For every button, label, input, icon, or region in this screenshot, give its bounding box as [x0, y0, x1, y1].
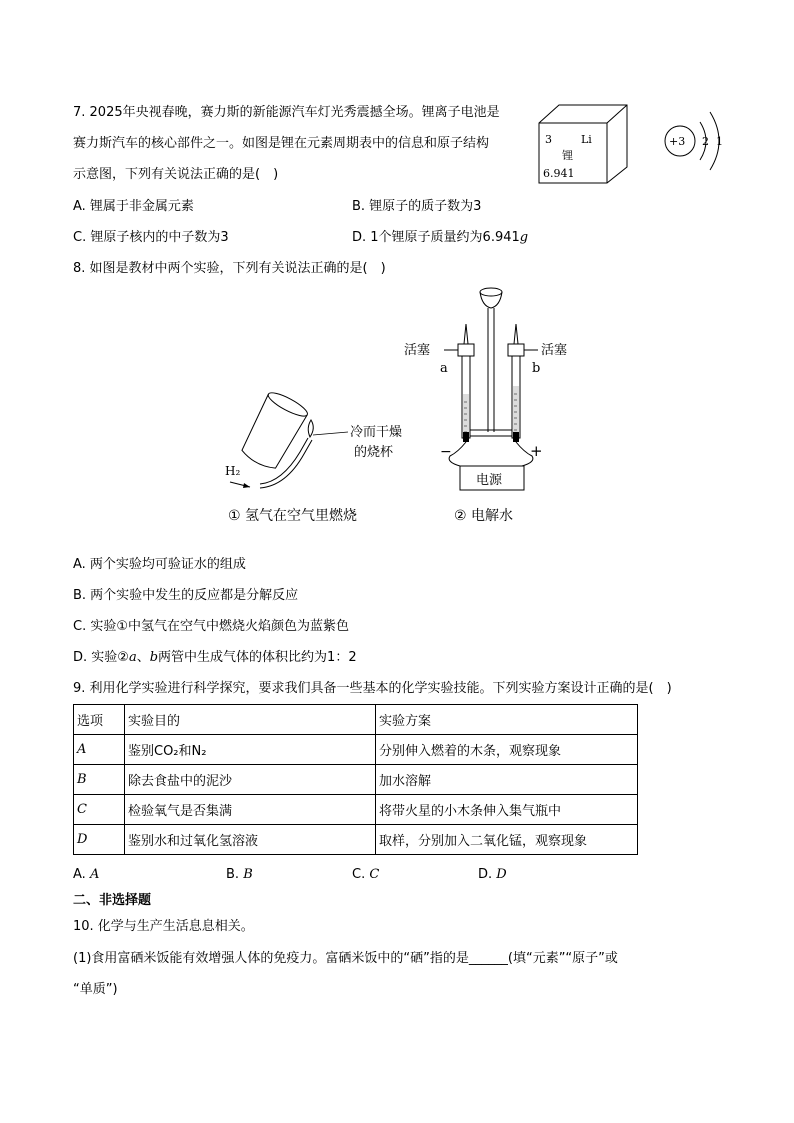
positive-terminal-label: + — [530, 442, 543, 460]
table-row — [74, 765, 638, 795]
element-name: 锂 — [562, 149, 573, 162]
stopcock-left-label: 活塞 — [404, 343, 431, 358]
atom-nucleus-charge: +3 — [669, 135, 686, 148]
q9-answer-a-label: A. — [73, 867, 86, 882]
cold-dry-beaker-label-line2: 的烧杯 — [354, 445, 394, 460]
table-cell-goal: 鉴别水和过氧化氢溶液 — [125, 825, 376, 855]
table-cell-option: D — [74, 825, 125, 855]
table-cell-option: C — [74, 795, 125, 825]
power-supply-label: 电源 — [476, 473, 503, 488]
section-heading: 二、非选择题 — [73, 893, 152, 908]
q9-answer-b-value: B — [243, 867, 253, 882]
table-cell-plan: 取样，分别加入二氧化锰，观察现象 — [376, 825, 638, 855]
q9-answer-c[interactable] — [352, 866, 379, 884]
table-cell-goal: 鉴别CO₂和N₂ — [125, 735, 376, 765]
element-atomic-number: 3 — [545, 133, 552, 146]
hydrogen-gas-label: H₂ — [225, 464, 241, 478]
q7-stem-line1: 7. 2025年央视春晚，赛力斯的新能源汽车灯光秀震撼全场。锂离子电池是 — [73, 105, 500, 120]
q8-option-b[interactable]: B. 两个实验中发生的反应都是分解反应 — [73, 588, 299, 603]
q7-option-d-unit: g — [519, 230, 529, 245]
tube-a-label: a — [440, 361, 448, 376]
q8-option-c[interactable]: C. 实验①中氢气在空气中燃烧火焰颜色为蓝紫色 — [73, 619, 349, 634]
table-header-option: 选项 — [74, 705, 125, 735]
q8-option-d-tube-a: a — [128, 650, 137, 665]
q7-stem-line3: 示意图，下列有关说法正确的是( ) — [73, 167, 279, 182]
table-cell-option: A — [74, 735, 125, 765]
atom-shell1-electrons: 2 — [702, 135, 709, 148]
q7-option-b[interactable]: B. 锂原子的质子数为3 — [352, 199, 482, 214]
q7-option-d[interactable] — [352, 229, 528, 247]
table-row — [74, 825, 638, 855]
q7-option-c[interactable]: C. 锂原子核内的中子数为3 — [73, 230, 229, 245]
electrolysis-apparatus-figure — [400, 282, 580, 527]
q9-answer-b[interactable] — [226, 866, 253, 884]
table-cell-option: B — [74, 765, 125, 795]
q9-answer-c-label: C. — [352, 867, 366, 882]
q8-option-d[interactable] — [73, 649, 357, 667]
table-cell-goal: 检验氧气是否集满 — [125, 795, 376, 825]
cold-dry-beaker-label-line1: 冷而干燥 — [350, 425, 403, 440]
q8-option-d-text3: 两管中生成气体的体积比约为1：2 — [158, 650, 357, 665]
figure2-caption: ② 电解水 — [454, 508, 514, 524]
q7-stem-line2: 赛力斯汽车的核心部件之一。如图是锂在元素周期表中的信息和原子结构 — [73, 136, 490, 151]
tube-b-label: b — [532, 361, 541, 376]
table-header-goal: 实验目的 — [125, 705, 376, 735]
lithium-atom-diagram — [660, 100, 730, 185]
hydrogen-combustion-figure — [220, 390, 420, 530]
table-header-row — [74, 705, 638, 735]
table-header-plan: 实验方案 — [376, 705, 638, 735]
q9-answer-d-label: D. — [478, 867, 493, 882]
element-mass: 6.941 — [543, 167, 575, 180]
q10-stem: 10. 化学与生产生活息息相关。 — [73, 919, 254, 934]
atom-shell2-electrons: 1 — [716, 135, 723, 148]
q8-option-d-tube-b: b — [149, 650, 159, 665]
table-cell-plan: 将带火星的小木条伸入集气瓶中 — [376, 795, 638, 825]
table-cell-plan: 加水溶解 — [376, 765, 638, 795]
stopcock-right-label: 活塞 — [541, 343, 568, 358]
table-cell-plan: 分别伸入燃着的木条，观察现象 — [376, 735, 638, 765]
element-symbol: Li — [581, 133, 592, 146]
q9-answer-d-value: D — [496, 867, 507, 882]
q9-answer-c-value: C — [369, 867, 380, 882]
table-row — [74, 735, 638, 765]
q10-sub1-line1: (1)食用富硒米饭能有效增强人体的免疫力。富硒米饭中的“硒”指的是______(填“元素”“原子”或 — [73, 951, 618, 966]
q9-answer-a[interactable] — [73, 866, 99, 884]
q8-stem: 8. 如图是教材中两个实验，下列有关说法正确的是( ) — [73, 261, 386, 276]
q8-option-d-text1: D. 实验② — [73, 650, 129, 665]
q9-answer-b-label: B. — [226, 867, 240, 882]
q9-answer-d[interactable] — [478, 866, 507, 884]
q7-option-d-text: D. 1个锂原子质量约为6.941 — [352, 230, 520, 245]
lithium-element-card — [535, 101, 635, 186]
negative-terminal-label: − — [440, 444, 452, 460]
figure1-caption: ① 氢气在空气里燃烧 — [228, 508, 358, 524]
q7-option-a[interactable]: A. 锂属于非金属元素 — [73, 199, 194, 214]
q8-option-a[interactable]: A. 两个实验均可验证水的组成 — [73, 557, 246, 572]
q9-answer-a-value: A — [89, 867, 100, 882]
table-row — [74, 795, 638, 825]
q8-option-d-text2: 、 — [136, 650, 150, 665]
q9-stem: 9. 利用化学实验进行科学探究，要求我们具备一些基本的化学实验技能。下列实验方案设计正确的是( ) — [73, 681, 672, 696]
table-cell-goal: 除去食盐中的泥沙 — [125, 765, 376, 795]
q10-sub1-line2: “单质”) — [73, 982, 118, 997]
experiment-table — [73, 704, 638, 855]
